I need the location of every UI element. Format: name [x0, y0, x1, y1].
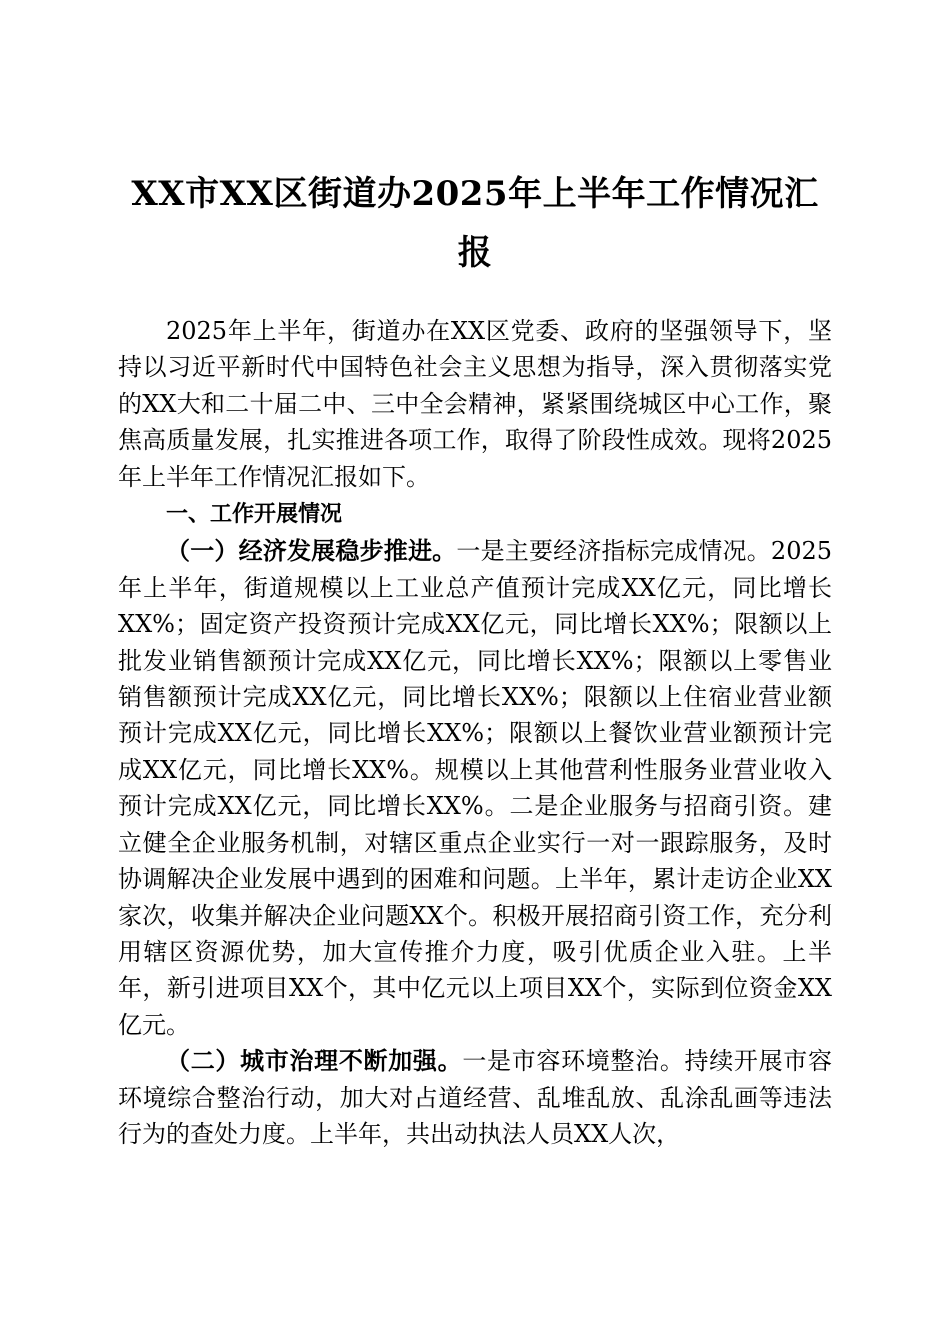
section-1-heading: 一、工作开展情况	[166, 502, 343, 528]
subsection-2-paragraph	[118, 1043, 832, 1152]
subsection-1-paragraph	[118, 533, 832, 1043]
section-heading	[118, 495, 832, 533]
title-line-1: XX市XX区街道办2025年上半年工作情况汇	[131, 174, 819, 214]
subsection-1-body: 一是主要经济指标完成情况。2025年上半年，街道规模以上工业总产值预计完成XX亿元，同比增长XX%；固定资产投资预计完成XX亿元，同比增长XX%；限额以上批发业销售额预计完成XX亿元，同比增长XX%；限额以上零售业销售额预计完成XX亿元，同比增长XX%；限额以上住宿业营业额预计完成XX亿元，同比增长XX%；限额以上餐饮业营业额预计完成XX亿元，同比增长XX%。规模以上其他营利性服务业营业收入预计完成XX亿元，同比增长XX%。二是企业服务与招商引资。建立健全企业服务机制，对辖区重点企业实行一对一跟踪服务，及时协调解决企业发展中遇到的困难和问题。上半年，累计走访企业XX家次，收集并解决企业问题XX个。积极开展招商引资工作，充分利用辖区资源优势，加大宣传推介力度，吸引优质企业入驻。上半年，新引进项目XX个，其中亿元以上项目XX个，实际到位资金XX亿元。	[118, 537, 833, 1039]
title-line-2: 报	[457, 233, 493, 273]
document-title	[118, 0, 832, 283]
subsection-1-heading: （一）经济发展稳步推进。	[166, 536, 457, 566]
document-body	[118, 313, 832, 1152]
document-page	[118, 0, 832, 1152]
intro-paragraph: 2025年上半年，街道办在XX区党委、政府的坚强领导下，坚持以习近平新时代中国特色社会主义思想为指导，深入贯彻落实党的XX大和二十届二中、三中全会精神，紧紧围绕城区中心工作，聚焦高质量发展，扎实推进各项工作，取得了阶段性成效。现将2025年上半年工作情况汇报如下。	[118, 317, 832, 491]
subsection-2-heading: （二）城市治理不断加强。	[166, 1046, 463, 1076]
subsection-2-body: 一是市容环境整治。持续开展市容环境综合整治行动，加大对占道经营、乱堆乱放、乱涂乱画等违法行为的查处力度。上半年，共出动执法人员XX人次，	[118, 1047, 833, 1148]
